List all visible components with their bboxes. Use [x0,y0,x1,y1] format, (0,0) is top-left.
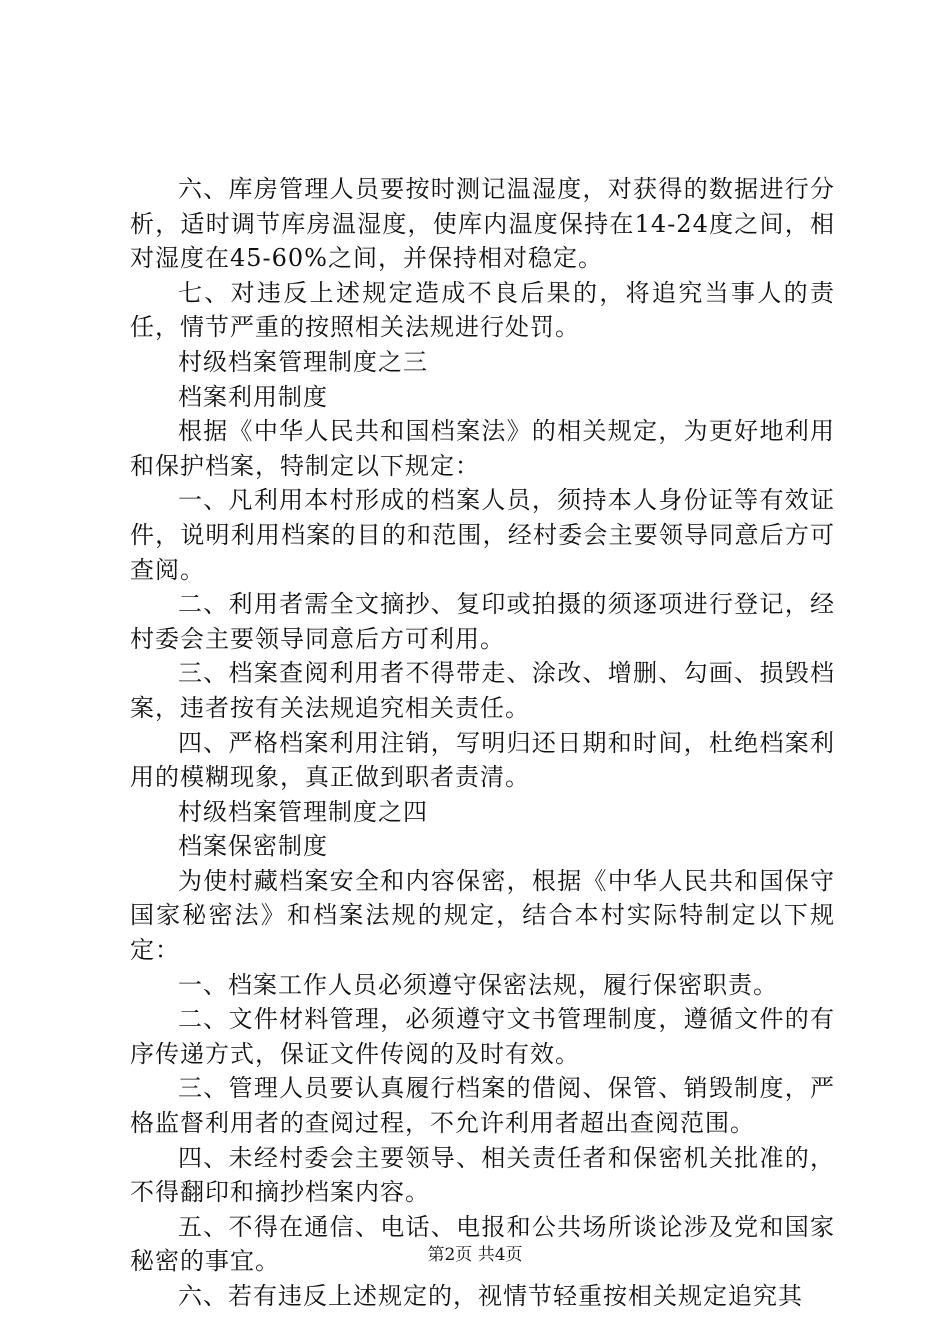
paragraph: 五、不得在通信、电话、电报和公共场所谈论涉及党和国家秘密的事宜。 [130,1212,835,1276]
paragraph: 七、对违反上述规定造成不良后果的，将追究当事人的责任，情节严重的按照相关法规进行处罚。 [130,278,835,342]
paragraph: 六、若有违反上述规定的，视情节轻重按相关规定追究其 [178,1282,803,1310]
section-subheading: 档案利用制度 [178,382,328,411]
paragraph: 三、管理人员要认真履行档案的借阅、保管、销毁制度，严格监督利用者的查阅过程，不允许利用者超出查阅范围。 [130,1074,835,1138]
section-heading: 村级档案管理制度之三 [178,347,428,376]
page-footer: 第2页 共4页 [427,1245,523,1265]
paragraph: 四、未经村委会主要领导、相关责任者和保密机关批准的，不得翻印和摘抄档案内容。 [130,1143,835,1207]
section-heading: 村级档案管理制度之四 [178,797,428,826]
paragraph: 一、档案工作人员必须遵守保密法规，履行保密职责。 [178,970,778,999]
paragraph: 为使村藏档案安全和内容保密，根据《中华人民共和国保守国家秘密法》和档案法规的规定，结合本村实际特制定以下规定： [130,866,835,965]
paragraph: 二、文件材料管理，必须遵守文书管理制度，遵循文件的有序传递方式，保证文件传阅的及时有效。 [130,1005,835,1068]
paragraph: 根据《中华人民共和国档案法》的相关规定，为更好地利用和保护档案，特制定以下规定： [130,417,835,480]
section-subheading: 档案保密制度 [178,832,328,861]
paragraph: 三、档案查阅利用者不得带走、涂改、增删、勾画、损毁档案，违者按有关法规追究相关责任。 [130,659,835,722]
paragraph: 二、利用者需全文摘抄、复印或拍摄的须逐项进行登记，经村委会主要领导同意后方可利用。 [130,590,835,653]
paragraph: 六、库房管理人员要按时测记温湿度，对获得的数据进行分析，适时调节库房温湿度，使库内温度保持在14-24度之间，相对湿度在45-60%之间，并保持相对稳定。 [130,175,835,273]
paragraph: 四、严格档案利用注销，写明归还日期和时间，杜绝档案利用的模糊现象，真正做到职者责清。 [130,728,835,792]
document-body [130,172,835,1314]
paragraph: 一、凡利用本村形成的档案人员，须持本人身份证等有效证件，说明利用档案的目的和范围，经村委会主要领导同意后方可查阅。 [130,486,835,584]
